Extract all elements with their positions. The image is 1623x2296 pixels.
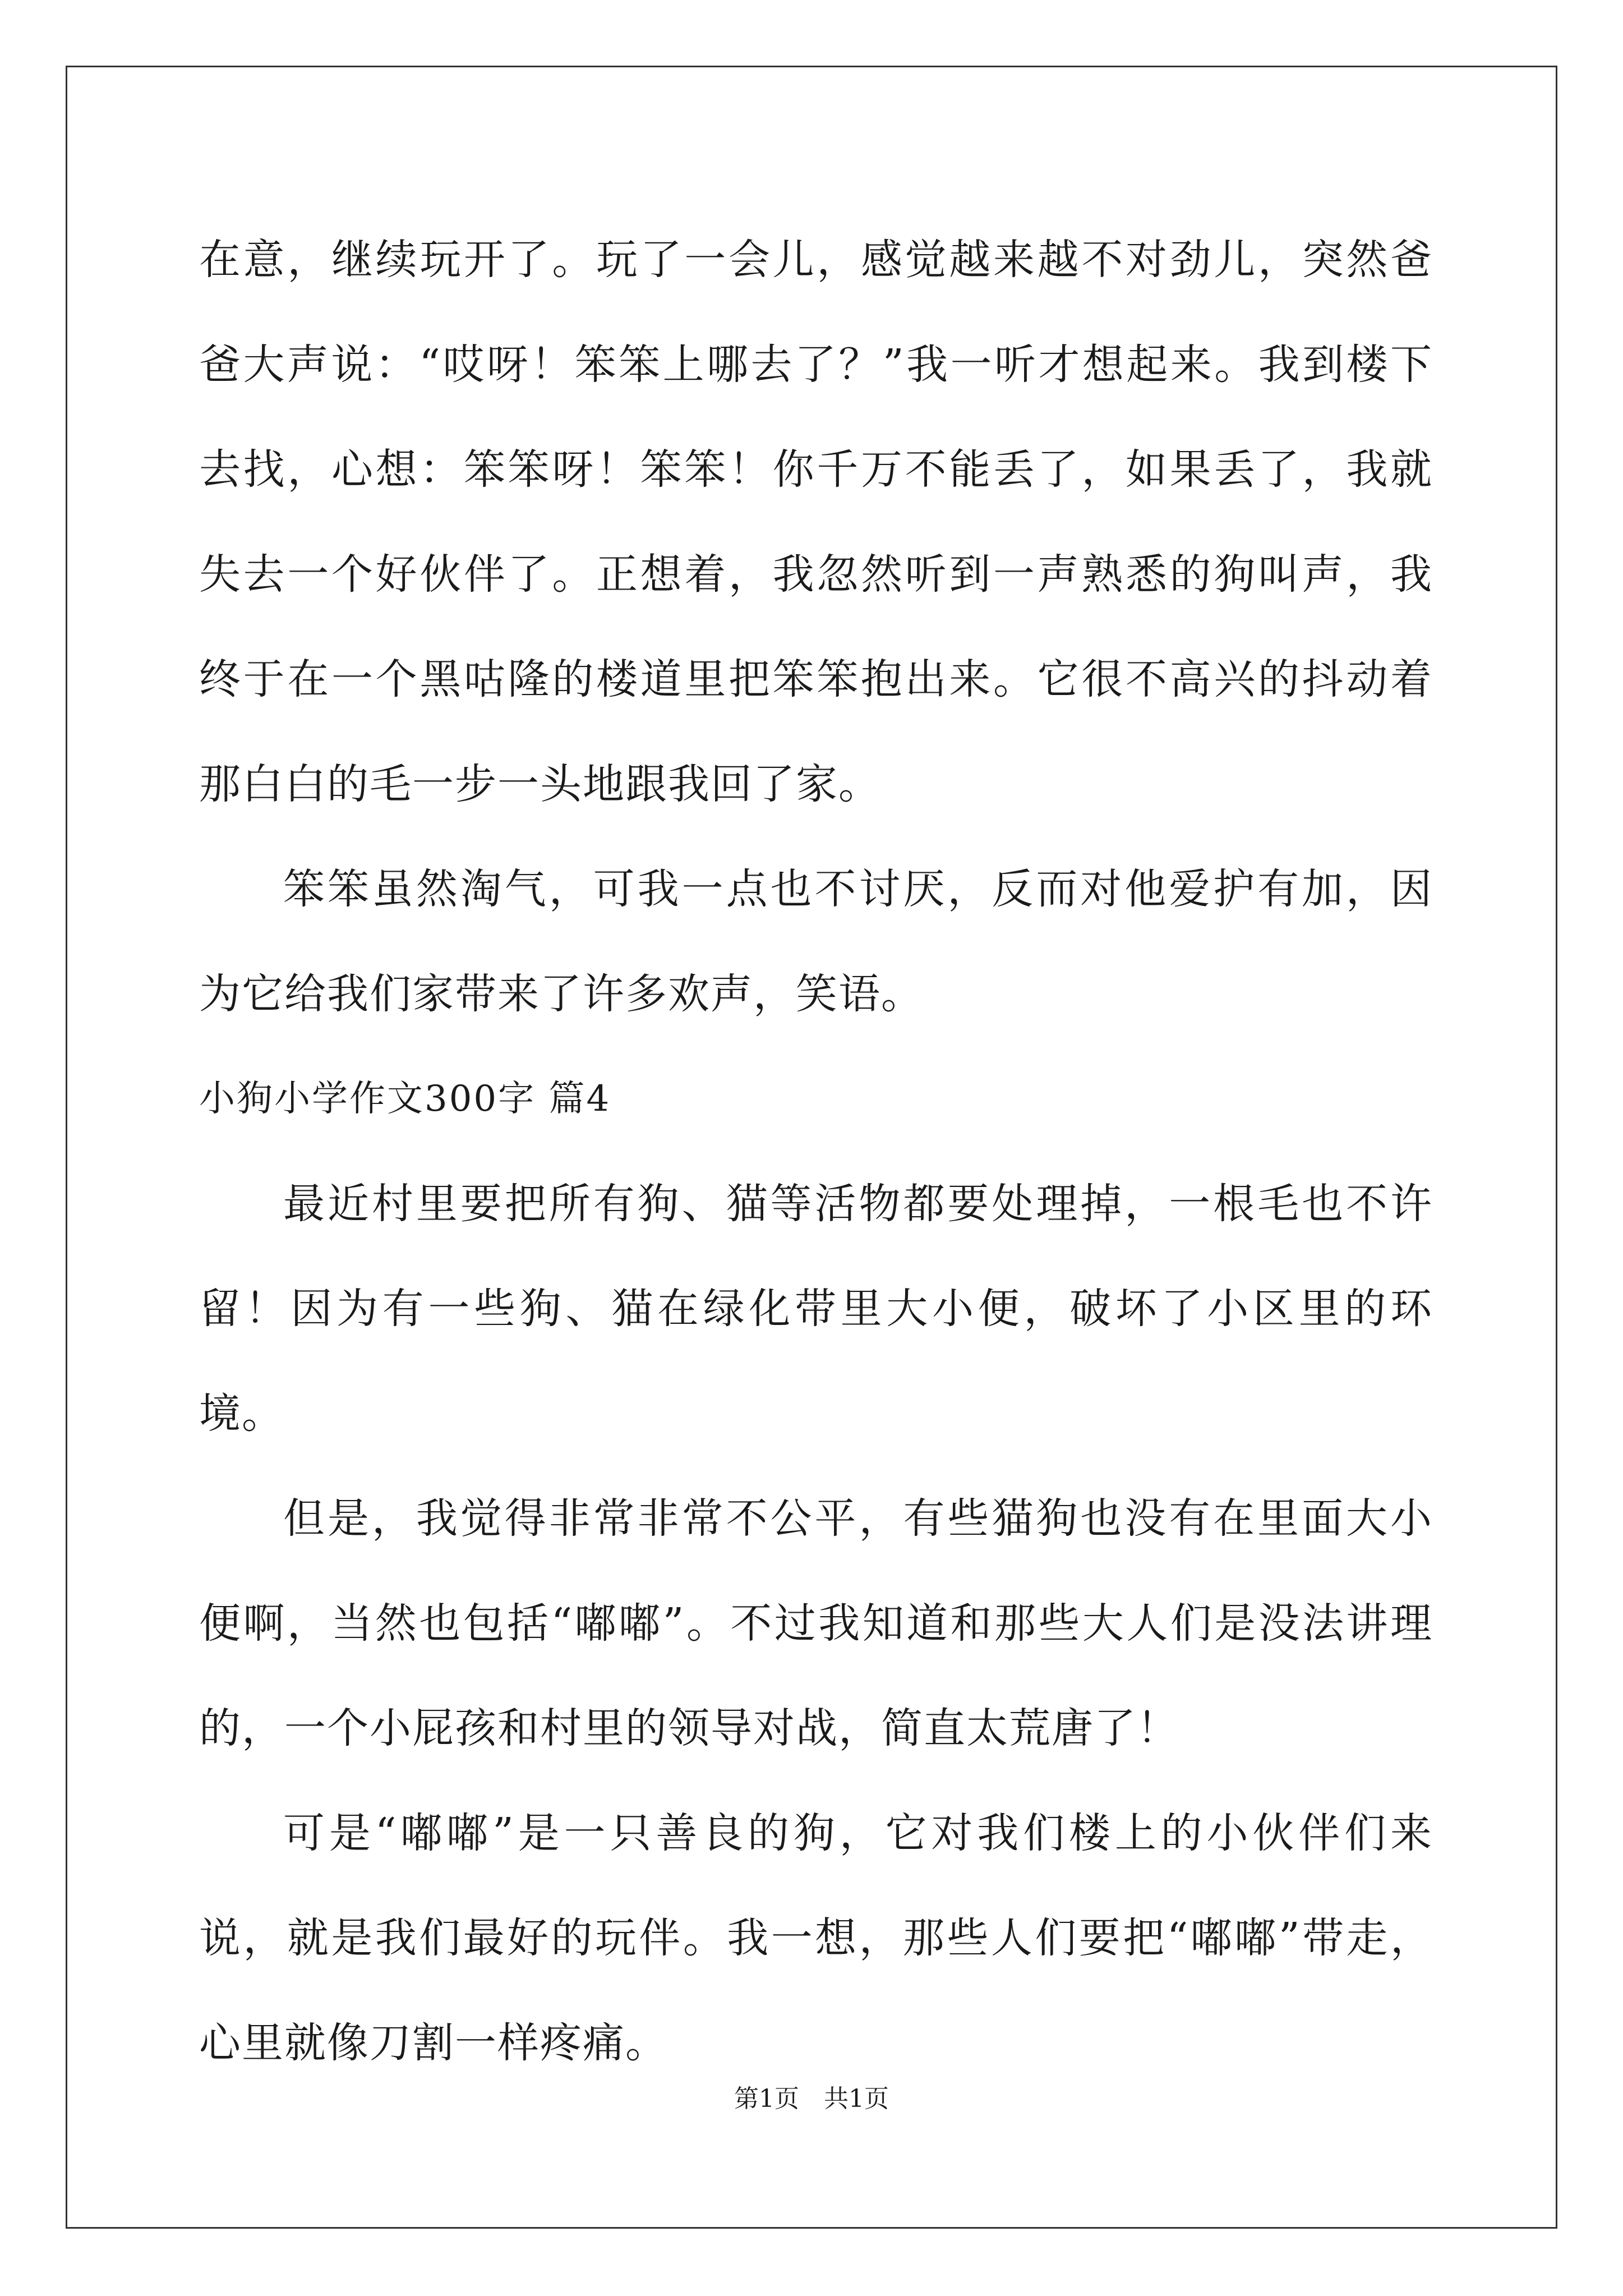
- paragraph-conclusion: 笨笨虽然淘气，可我一点也不讨厌，反而对他爱护有加，因为它给我们家带来了许多欢声，笑语。: [199, 865, 1433, 1018]
- paragraph-continuation: 在意，继续玩开了。玩了一会儿，感觉越来越不对劲儿，突然爸爸大声说：“哎呀！笨笨上哪去了？”我一听才想起来。我到楼下去找，心想：笨笨呀！笨笨！你千万不能丢了，如果丢了，我就失去一个好伙伴了。正想着，我忽然听到一声熟悉的狗叫声，我终于在一个黑咕隆的楼道里把笨笨抱出来。它很不高兴的抖动着那白白的毛一步一头地跟我回了家。: [199, 236, 1433, 808]
- document-body: [199, 208, 1433, 2096]
- page-footer: 第1页 共1页: [734, 2085, 889, 2113]
- paragraph: 可是“嘟嘟”是一只善良的狗，它对我们楼上的小伙伴们来说，就是我们最好的玩伴。我一想，那些人们要把“嘟嘟”带走，心里就像刀割一样疼痛。: [199, 1809, 1433, 2067]
- paragraph: 最近村里要把所有狗、猫等活物都要处理掉，一根毛也不许留！因为有一些狗、猫在绿化带里大小便，破坏了小区里的环境。: [199, 1180, 1433, 1438]
- paragraph: 但是，我觉得非常非常不公平，有些猫狗也没有在里面大小便啊，当然也包括“嘟嘟”。不过我知道和那些大人们是没法讲理的，一个小屁孩和村里的领导对战，简直太荒唐了！: [199, 1494, 1433, 1752]
- section-heading: 小狗小学作文300字 篇4: [199, 1078, 611, 1120]
